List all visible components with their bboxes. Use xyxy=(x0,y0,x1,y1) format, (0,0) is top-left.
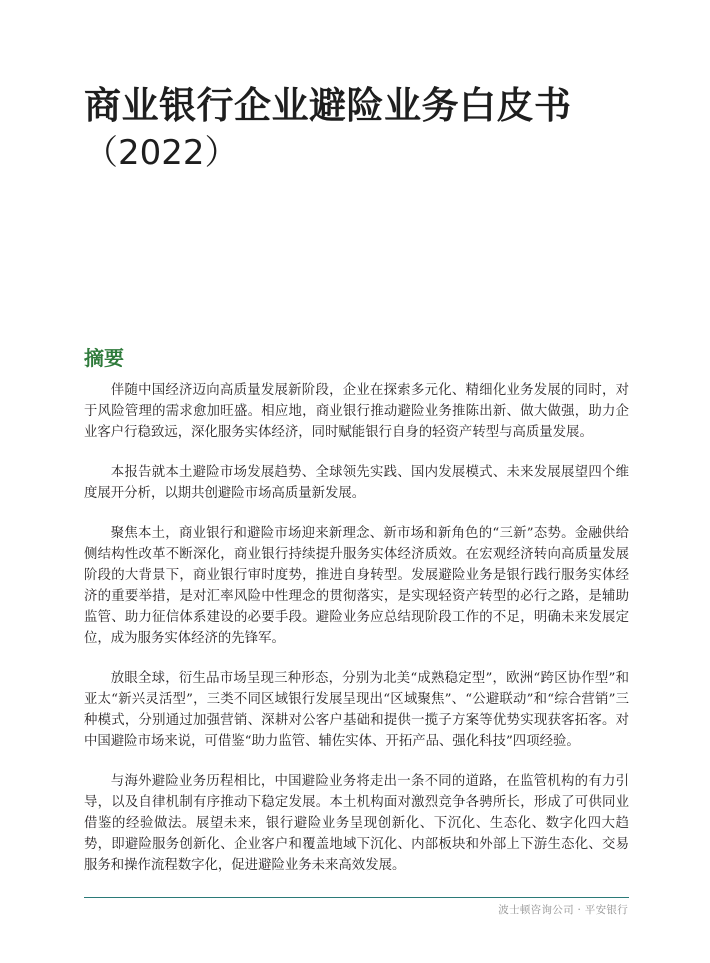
abstract-paragraph-3: 聚焦本土，商业银行和避险市场迎来新理念、新市场和新角色的“三新”态势。金融供给侧结构性改革不断深化，商业银行持续提升服务实体经济质效。在宏观经济转向高质量发展阶段的大背景下，商业银行审时度势，推进自身转型。发展避险业务是银行践行服务实体经济的重要举措，是对汇率风险中性理念的贯彻落实，是实现轻资产转型的必行之路，是辅助监管、助力征信体系建设的必要手段。避险业务应总结现阶段工作的不足，明确未来发展定位，成为服务实体经济的先锋军。 xyxy=(84,526,629,646)
abstract-paragraph-5: 与海外避险业务历程相比，中国避险业务将走出一条不同的道路，在监管机构的有力引导，以及自律机制有序推动下稳定发展。本土机构面对激烈竞争各骋所长，形成了可供同业借鉴的经验做法。展望未来，银行避险业务呈现创新化、下沉化、生态化、数字化四大趋势，即避险服务创新化、企业客户和覆盖地域下沉化、内部板块和外部上下游生态化、交易服务和操作流程数字化，促进避险业务未来高效发展。 xyxy=(84,774,629,873)
page-title: 商业银行企业避险业务白皮书 xyxy=(84,84,572,127)
abstract-heading: 摘要 xyxy=(84,346,124,370)
abstract-body xyxy=(84,380,629,895)
footer-credit: 波士顿咨询公司 · 平安银行 xyxy=(498,904,628,916)
abstract-paragraph-4: 放眼全球，衍生品市场呈现三种形态，分别为北美“成熟稳定型”，欧洲“跨区协作型”和亚太“新兴灵活型”，三类不同区域银行发展呈现出“区域聚焦”、“公避联动”和“综合营销”三种模式，分别通过加强营销、深耕对公客户基础和提供一揽子方案等优势实现获客拓客。对中国避险市场来说，可借鉴“助力监管、辅佐实体、开拓产品、强化科技”四项经验。 xyxy=(84,671,629,749)
abstract-paragraph-1: 伴随中国经济迈向高质量发展新阶段，企业在探索多元化、精细化业务发展的同时，对于风险管理的需求愈加旺盛。相应地，商业银行推动避险业务推陈出新、做大做强，助力企业客户行稳致远，深化服务实体经济，同时赋能银行自身的轻资产转型与高质量发展。 xyxy=(84,383,629,440)
page-subtitle: （2022） xyxy=(84,133,239,173)
abstract-paragraph-2: 本报告就本土避险市场发展趋势、全球领先实践、国内发展模式、未来发展展望四个维度展开分析，以期共创避险市场高质量新发展。 xyxy=(84,465,629,501)
footer-divider xyxy=(84,897,629,898)
